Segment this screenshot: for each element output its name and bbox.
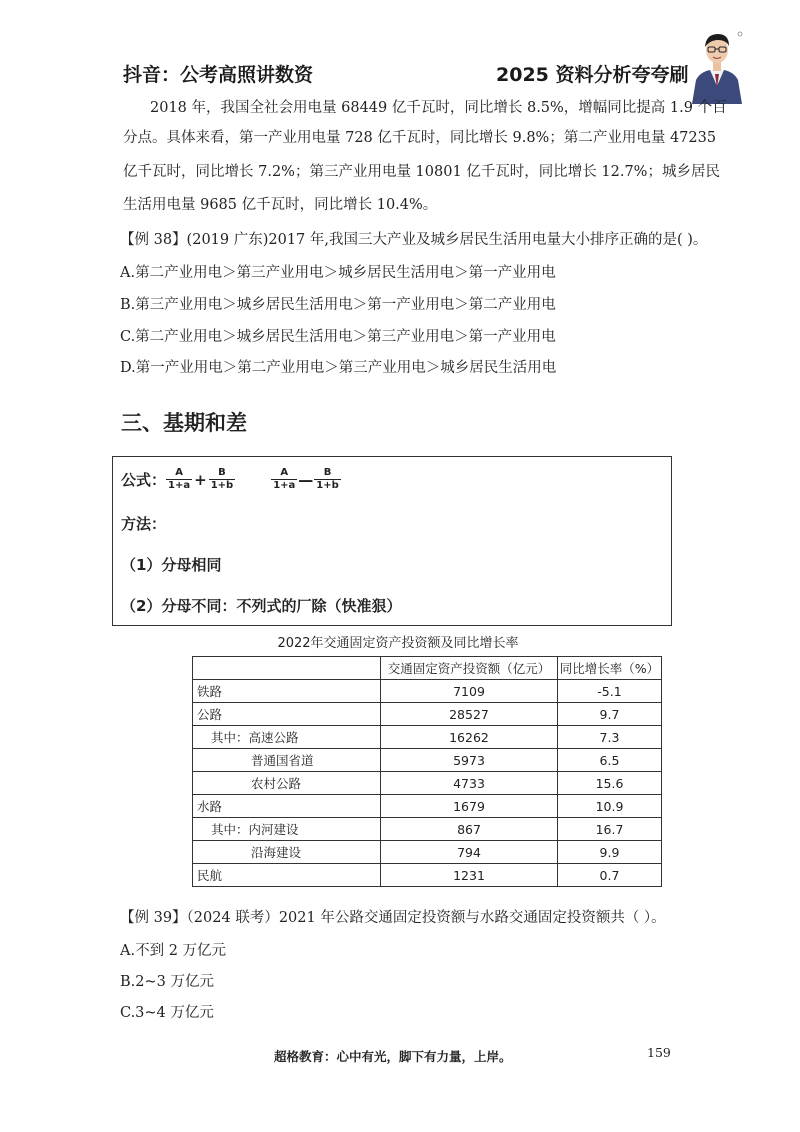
growth-rate-cell: 9.7 [558,703,662,726]
row-name: 内河建设 [248,822,299,837]
fraction-numerator: A [166,467,192,480]
question-38-stem: 【例 38】(2019 广东)2017 年,我国三大产业及城乡居民生活用电量大小排序正确的是( )。 [120,232,708,248]
question-39-option-a: A.不到 2 万亿元 [120,943,227,959]
question-38-option-c: C.第二产业用电＞城乡居民生活用电＞第三产业用电＞第一产业用电 [120,329,556,345]
method-1: （1）分母相同 [121,556,222,574]
table-row [193,680,662,703]
growth-rate-cell: -5.1 [558,680,662,703]
row-name: 水路 [197,799,223,814]
growth-rate-cell: 6.5 [558,749,662,772]
investment-value-cell: 5973 [381,749,558,772]
row-name: 公路 [197,707,223,722]
row-name: 农村公路 [251,776,302,791]
row-label-cell [193,749,381,772]
table-row [193,772,662,795]
method-2: （2）分母不同：不列式的厂除（快准狠） [121,597,402,615]
row-name: 民航 [197,868,223,883]
formula-label: 公式： [121,471,167,489]
fraction-denominator: 1+a [168,480,191,491]
minus-sign: — [298,470,314,489]
row-name: 高速公路 [248,730,299,745]
investment-value-cell: 28527 [381,703,558,726]
row-label-cell [193,680,381,703]
table-row [193,818,662,841]
row-label-cell [193,818,381,841]
question-38-option-b: B.第三产业用电＞城乡居民生活用电＞第一产业用电＞第二产业用电 [120,297,556,313]
table-row [193,703,662,726]
plus-sign: + [194,470,207,489]
section-heading: 三、基期和差 [121,411,247,435]
intro-line-2: 分点。具体来看，第一产业用电量 728 亿千瓦时，同比增长 9.8%；第二产业用电量 47235 [123,130,717,146]
investment-value-cell: 16262 [381,726,558,749]
row-label-cell [193,864,381,887]
investment-value-cell: 794 [381,841,558,864]
question-39-option-b: B.2~3 万亿元 [120,974,214,990]
table-header-cell: 交通固定资产投资额（亿元） [381,657,558,680]
table-row [193,749,662,772]
question-39-option-c: C.3~4 万亿元 [120,1005,214,1021]
row-name: 普通国省道 [251,753,314,768]
row-label-cell [193,841,381,864]
growth-rate-cell: 10.9 [558,795,662,818]
row-prefix: 其中： [211,730,249,745]
investment-value-cell: 4733 [381,772,558,795]
growth-rate-cell: 0.7 [558,864,662,887]
row-label-cell [193,703,381,726]
row-name: 铁路 [197,684,223,699]
formula-fraction-b-plus [209,467,236,492]
table-header-row [193,657,662,680]
investment-value-cell: 867 [381,818,558,841]
investment-value-cell: 7109 [381,680,558,703]
row-label-cell [193,726,381,749]
table-title: 2022年交通固定资产投资额及同比增长率 [277,636,519,651]
row-prefix: 其中： [211,822,249,837]
fraction-denominator: 1+b [316,480,339,491]
table-row [193,726,662,749]
formula-fraction-a-plus [166,467,192,492]
fraction-denominator: 1+b [210,480,234,491]
row-label-cell [193,795,381,818]
investment-table [192,656,662,887]
intro-line-1: 2018 年，我国全社会用电量 68449 亿千瓦时，同比增长 8.5%，增幅同比提高 1.9 个百 [150,100,727,116]
growth-rate-cell: 7.3 [558,726,662,749]
row-name: 沿海建设 [251,845,302,860]
growth-rate-cell: 15.6 [558,772,662,795]
header-left-title: 抖音：公考高照讲数资 [123,64,314,86]
table-row [193,864,662,887]
growth-rate-cell: 16.7 [558,818,662,841]
fraction-numerator: B [314,467,341,480]
presenter-portrait [688,28,746,104]
fraction-denominator: 1+a [273,480,296,491]
fraction-numerator: A [271,467,297,480]
question-38-option-d: D.第一产业用电＞第二产业用电＞第三产业用电＞城乡居民生活用电 [120,360,557,376]
table-header-cell [193,657,381,680]
row-label-cell [193,772,381,795]
investment-value-cell: 1231 [381,864,558,887]
fraction-numerator: B [209,467,236,480]
intro-line-3: 亿千瓦时，同比增长 7.2%；第三产业用电量 10801 亿千瓦时，同比增长 12.7%；城乡居民 [123,164,720,180]
intro-line-4: 生活用电量 9685 亿千瓦时，同比增长 10.4%。 [123,197,438,213]
table-header-cell: 同比增长率（%） [558,657,662,680]
method-label: 方法： [121,515,167,533]
header-right-title: 2025 资料分析夸夸刷 [496,64,689,86]
investment-value-cell: 1679 [381,795,558,818]
formula-fraction-a-minus [271,467,297,492]
page-number: 159 [647,1045,671,1060]
question-38-option-a: A.第二产业用电＞第三产业用电＞城乡居民生活用电＞第一产业用电 [120,265,556,281]
footer-slogan: 超格教育：心中有光，脚下有力量，上岸。 [274,1049,512,1064]
table-row [193,841,662,864]
formula-row [121,467,341,492]
formula-box [112,456,672,626]
question-39-stem: 【例 39】（2024 联考）2021 年公路交通固定投资额与水路交通固定投资额共（ ）。 [120,910,666,926]
formula-fraction-b-minus [314,467,341,492]
growth-rate-cell: 9.9 [558,841,662,864]
table-row [193,795,662,818]
